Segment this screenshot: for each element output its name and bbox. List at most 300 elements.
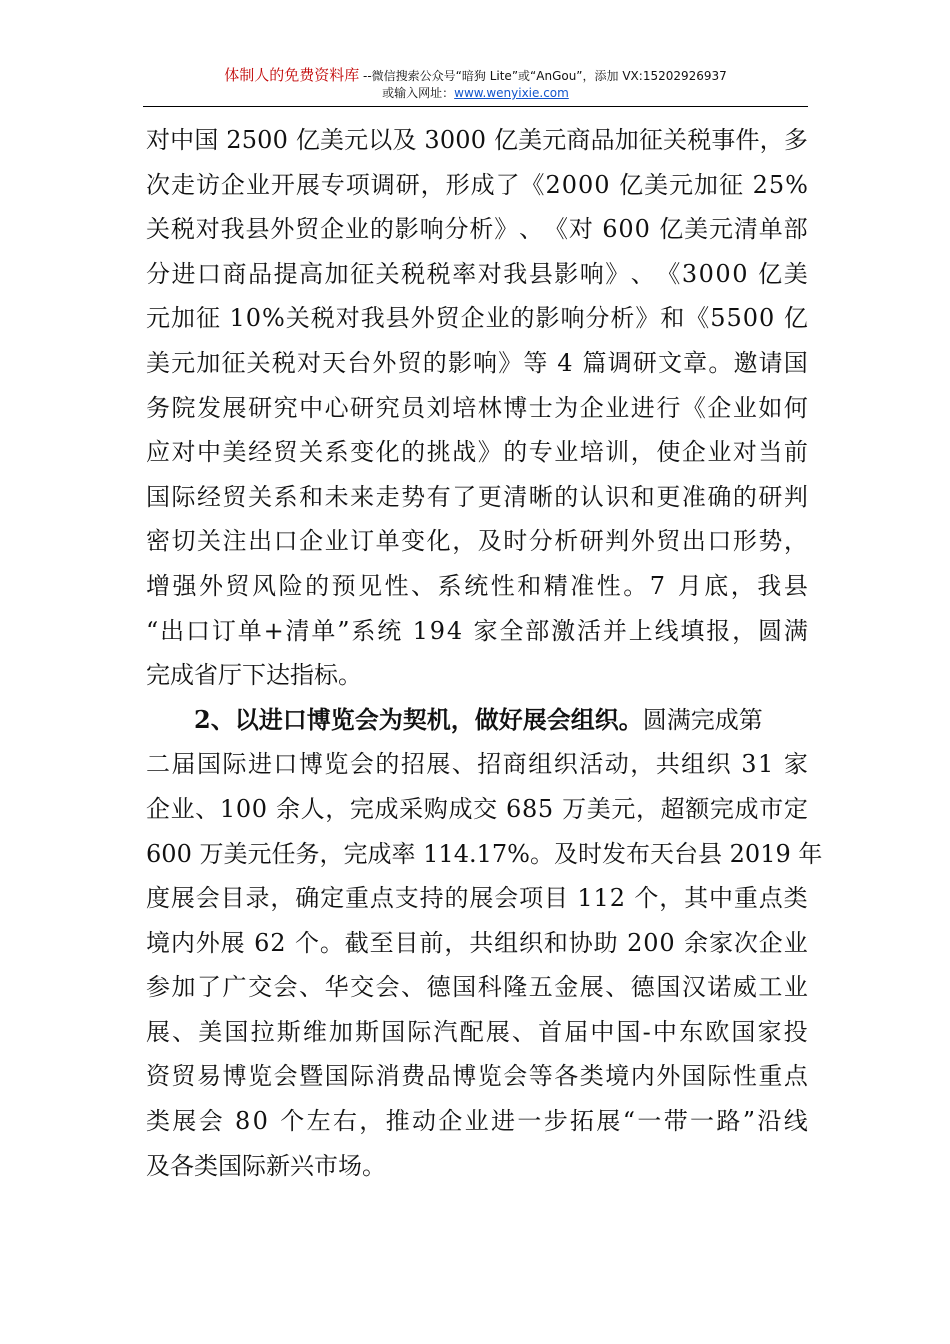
glyph: 分	[585, 304, 610, 333]
glyph: 台	[673, 839, 698, 868]
glyph: 员	[401, 393, 426, 422]
glyph: 关	[375, 259, 400, 288]
glyph: 预	[331, 571, 356, 600]
glyph: 会	[375, 973, 400, 1002]
glyph: ，	[783, 527, 808, 556]
glyph: 美	[518, 126, 543, 154]
header-brand: 体制人的免费资料库	[224, 66, 360, 84]
glyph: 际	[350, 1062, 375, 1091]
glyph: 专	[320, 170, 345, 199]
glyph: 关	[663, 126, 688, 154]
glyph: 交	[248, 973, 273, 1002]
glyph: 金	[554, 973, 579, 1002]
glyph: 成	[448, 794, 473, 823]
glyph: 析	[469, 215, 494, 244]
glyph: 企	[707, 393, 732, 422]
glyph: 德	[426, 973, 451, 1002]
glyph	[651, 207, 659, 252]
glyph: 内	[170, 928, 195, 957]
glyph: 切	[171, 527, 196, 556]
glyph: 5	[241, 126, 257, 154]
glyph: 0	[659, 928, 675, 957]
glyph: 。	[529, 839, 554, 868]
glyph: 亿	[295, 126, 320, 154]
glyph: 年	[798, 839, 823, 868]
glyph: 4	[446, 616, 463, 645]
glyph: 1	[412, 616, 428, 645]
glyph: 一	[637, 1107, 662, 1136]
glyph: 元	[344, 126, 369, 154]
glyph: 关	[285, 304, 310, 333]
glyph: 税	[271, 348, 296, 377]
glyph	[791, 832, 799, 877]
glyph	[775, 296, 783, 341]
text-line	[146, 252, 808, 297]
glyph: 7	[491, 839, 508, 868]
glyph: 和	[630, 482, 655, 511]
glyph: 1	[219, 794, 236, 823]
glyph: 的	[422, 348, 447, 377]
glyph: 分	[444, 215, 469, 244]
glyph: ，	[732, 616, 757, 645]
glyph: 出	[681, 527, 706, 556]
glyph: 未	[324, 482, 349, 511]
glyph: 元	[669, 170, 694, 199]
glyph: 口	[273, 750, 298, 779]
glyph: 密	[146, 527, 170, 556]
glyph: ”	[742, 1107, 755, 1136]
glyph: 心	[324, 393, 349, 422]
glyph: ，	[759, 126, 784, 154]
glyph: 共	[655, 750, 680, 779]
glyph: 企	[758, 928, 783, 957]
glyph: 完	[709, 794, 734, 823]
glyph: 目	[394, 928, 419, 957]
glyph: .	[468, 839, 477, 868]
text-line	[146, 163, 808, 208]
glyph: 业	[732, 393, 757, 422]
glyph: 开	[270, 170, 295, 199]
glyph: 的	[510, 304, 535, 333]
glyph: 8	[521, 794, 538, 823]
glyph	[775, 742, 783, 787]
glyph: 前	[783, 438, 808, 467]
glyph: 展	[146, 1017, 170, 1046]
glyph: 》	[635, 304, 660, 333]
glyph: 会	[273, 1062, 298, 1091]
glyph: 招	[400, 750, 425, 779]
text-line	[146, 564, 808, 609]
glyph: 挑	[426, 438, 451, 467]
glyph: 对	[195, 215, 220, 244]
glyph: 点	[369, 884, 394, 913]
glyph: 更	[477, 482, 502, 511]
glyph: 展	[295, 170, 320, 199]
glyph: 6	[602, 215, 618, 244]
glyph: 外	[410, 304, 435, 333]
glyph: 商	[222, 259, 247, 288]
glyph: 元	[247, 839, 272, 868]
glyph: 欧	[705, 1017, 730, 1046]
glyph: 右	[332, 1107, 357, 1136]
glyph: 培	[579, 438, 604, 467]
glyph	[246, 921, 254, 966]
glyph: 外	[372, 348, 397, 377]
glyph: 国	[196, 750, 221, 779]
glyph: 余	[275, 794, 300, 823]
glyph: 《	[681, 393, 706, 422]
glyph: 华	[324, 973, 349, 1002]
glyph: 订	[350, 527, 375, 556]
glyph: 万	[562, 794, 587, 823]
glyph: 的	[375, 750, 400, 779]
glyph: 出	[248, 527, 273, 556]
glyph: 企	[460, 304, 485, 333]
text-line	[146, 832, 823, 877]
glyph: 进	[630, 393, 655, 422]
glyph: 的	[305, 571, 330, 600]
glyph: 单	[311, 616, 336, 645]
glyph	[749, 252, 757, 297]
glyph: 等	[523, 348, 548, 377]
glyph: 企	[320, 215, 345, 244]
glyph	[218, 118, 226, 163]
glyph: 县	[385, 304, 410, 333]
glyph: 中	[590, 1017, 615, 1046]
glyph: 业	[783, 973, 808, 1002]
glyph: 东	[679, 1017, 704, 1046]
glyph: %	[262, 304, 285, 333]
glyph: 风	[252, 571, 277, 600]
glyph: ，	[452, 527, 477, 556]
glyph: 2	[545, 170, 561, 199]
glyph: 我	[757, 571, 782, 600]
glyph: 我	[503, 259, 528, 288]
glyph	[626, 876, 634, 921]
glyph: 高	[299, 259, 324, 288]
glyph: 成	[470, 170, 495, 199]
glyph: 美	[684, 215, 709, 244]
glyph: 完	[343, 839, 368, 868]
glyph: 外	[656, 1062, 681, 1091]
glyph: 发	[197, 393, 222, 422]
glyph: 。	[319, 928, 344, 957]
glyph: 业	[707, 438, 732, 467]
glyph: 影	[394, 215, 419, 244]
glyph: 支	[394, 884, 419, 913]
glyph	[403, 609, 411, 654]
glyph: 展	[170, 884, 195, 913]
glyph: 贸	[397, 348, 422, 377]
glyph: 关	[146, 215, 170, 244]
glyph: 美	[223, 839, 248, 868]
glyph: 单	[375, 527, 400, 556]
glyph: 势	[401, 482, 426, 511]
glyph: 税	[170, 215, 195, 244]
glyph: 形	[732, 527, 757, 556]
header-line-2	[143, 85, 808, 102]
glyph: ，	[325, 794, 350, 823]
glyph: ，	[659, 884, 684, 913]
glyph: 究	[375, 393, 400, 422]
glyph: 性	[490, 571, 515, 600]
glyph: 贸	[435, 304, 460, 333]
glyph: 口	[197, 259, 222, 288]
glyph: 德	[630, 973, 655, 1002]
glyph	[498, 787, 506, 832]
glyph: 广	[222, 973, 247, 1002]
glyph: 2	[627, 928, 643, 957]
glyph: 境	[605, 1062, 630, 1091]
glyph: 览	[324, 750, 349, 779]
paragraph-1	[146, 118, 808, 698]
glyph: 响	[419, 215, 444, 244]
glyph: 0	[235, 794, 252, 823]
glyph: 》	[498, 348, 523, 377]
glyph: 、	[605, 973, 630, 1002]
glyph: 重	[758, 1062, 783, 1091]
glyph: 投	[783, 1017, 808, 1046]
glyph: 率	[452, 259, 477, 288]
glyph: 税	[426, 259, 451, 288]
header-line-1	[143, 66, 808, 85]
glyph: 研	[395, 170, 420, 199]
glyph: 品	[590, 126, 615, 154]
glyph: 》	[477, 438, 502, 467]
header-url-prefix: 或输入网址：	[382, 86, 455, 100]
glyph	[268, 787, 276, 832]
glyph: 0	[715, 259, 731, 288]
glyph: 2	[270, 928, 286, 957]
glyph: “	[146, 616, 159, 645]
glyph	[415, 832, 423, 877]
glyph: 9	[429, 616, 446, 645]
glyph: 家	[473, 616, 498, 645]
glyph: 单	[237, 616, 262, 645]
glyph: 5	[537, 794, 554, 823]
glyph: 企	[579, 393, 604, 422]
glyph: +	[263, 616, 284, 645]
glyph: 对	[296, 348, 321, 377]
glyph: 5	[726, 304, 742, 333]
glyph	[676, 921, 684, 966]
glyph: 业	[345, 215, 369, 244]
glyph: 2	[609, 884, 625, 913]
glyph: 沿	[757, 1107, 782, 1136]
glyph: 为	[554, 393, 579, 422]
glyph: 定	[320, 884, 345, 913]
glyph: 采	[399, 794, 424, 823]
glyph: 关	[246, 348, 271, 377]
glyph: 汉	[681, 973, 706, 1002]
glyph: 会	[494, 884, 519, 913]
glyph: 目	[544, 884, 568, 913]
glyph: 外	[270, 215, 295, 244]
glyph: 订	[211, 616, 236, 645]
glyph: 清	[733, 215, 758, 244]
glyph: 征	[221, 348, 246, 377]
glyph: 出	[160, 616, 185, 645]
glyph: 精	[543, 571, 568, 600]
glyph: 万	[199, 839, 224, 868]
glyph: 贸	[171, 1062, 196, 1091]
glyph: ，	[635, 794, 660, 823]
glyph: 贸	[656, 527, 681, 556]
glyph: 。	[708, 348, 733, 377]
glyph: 我	[220, 215, 245, 244]
glyph: 台	[347, 348, 372, 377]
glyph: 布	[625, 839, 650, 868]
glyph: 加	[171, 973, 196, 1002]
text-line	[146, 787, 808, 832]
glyph: 境	[146, 928, 170, 957]
glyph: 0	[578, 170, 594, 199]
text-line	[146, 1144, 808, 1189]
glyph: 、	[401, 973, 426, 1002]
glyph: 点	[758, 884, 783, 913]
glyph: -	[642, 1017, 651, 1046]
glyph: 0	[272, 126, 288, 154]
text-line	[146, 475, 808, 520]
text-line	[146, 742, 808, 787]
glyph: 4	[453, 839, 469, 868]
glyph: 对	[477, 259, 502, 288]
glyph: 览	[248, 1062, 273, 1091]
glyph: 统	[464, 571, 489, 600]
glyph: 加	[324, 259, 349, 288]
glyph: 单	[758, 215, 783, 244]
glyph: 激	[551, 616, 576, 645]
glyph: 业	[245, 170, 270, 199]
glyph: 步	[543, 1107, 568, 1136]
glyph: 研	[248, 393, 273, 422]
glyph: 、	[195, 794, 220, 823]
glyph: 析	[554, 527, 579, 556]
glyph: 时	[577, 839, 602, 868]
glyph: 系	[351, 616, 376, 645]
glyph: 究	[273, 393, 298, 422]
glyph: 认	[579, 482, 604, 511]
glyph: 加	[328, 1017, 353, 1046]
glyph: 国	[224, 1017, 249, 1046]
glyph: 增	[146, 571, 170, 600]
glyph	[668, 564, 676, 609]
glyph: 关	[299, 438, 324, 467]
glyph: 美	[319, 126, 344, 154]
glyph: 暨	[299, 1062, 324, 1091]
glyph: 完	[349, 794, 374, 823]
glyph	[619, 921, 627, 966]
glyph: 1	[476, 839, 492, 868]
glyph: 6	[254, 928, 270, 957]
glyph: 清	[285, 616, 310, 645]
glyph: 研	[758, 482, 783, 511]
glyph: 展	[485, 1017, 510, 1046]
glyph: 共	[469, 928, 494, 957]
glyph: 织	[518, 928, 543, 957]
glyph: 美	[644, 170, 669, 199]
text-line	[146, 296, 808, 341]
glyph: 了	[452, 482, 477, 511]
glyph: 品	[248, 259, 273, 288]
glyph: 专	[528, 438, 553, 467]
glyph: 贸	[295, 215, 320, 244]
glyph: 美	[586, 794, 611, 823]
glyph: 5	[768, 170, 785, 199]
glyph: 线	[783, 1107, 808, 1136]
glyph: 一	[690, 1107, 715, 1136]
glyph: 际	[171, 482, 196, 511]
glyph	[286, 921, 294, 966]
glyph: 业	[485, 304, 510, 333]
glyph: 准	[681, 482, 706, 511]
glyph: 动	[411, 1107, 436, 1136]
glyph: 展	[579, 973, 604, 1002]
glyph: 使	[656, 438, 681, 467]
glyph: 2	[752, 170, 768, 199]
glyph: 进	[247, 750, 272, 779]
glyph: 届	[171, 750, 196, 779]
glyph: 响	[473, 348, 498, 377]
glyph: 件	[735, 126, 760, 154]
glyph: 研	[579, 527, 604, 556]
glyph: 士	[528, 393, 553, 422]
glyph: 判	[605, 527, 630, 556]
page-header	[143, 66, 808, 108]
glyph: 9	[775, 839, 791, 868]
glyph: 亿	[783, 304, 808, 333]
glyph: 次	[733, 928, 758, 957]
header-info: --微信搜索公众号“暗狗 Lite”或“AnGou”，添加 VX:15202926937	[359, 69, 727, 83]
glyph: 点	[783, 1062, 808, 1091]
header-divider	[143, 106, 808, 107]
glyph: 县	[783, 571, 808, 600]
glyph: 晰	[528, 482, 553, 511]
glyph: 业	[170, 794, 195, 823]
glyph: 个	[280, 1107, 305, 1136]
text-line	[146, 519, 808, 564]
glyph: 满	[783, 616, 808, 645]
glyph: 斯	[355, 1017, 380, 1046]
text-line	[146, 1099, 808, 1144]
glyph: 0	[759, 304, 775, 333]
glyph: 亿	[493, 126, 518, 154]
glyph: 率	[391, 839, 416, 868]
glyph: 1	[758, 750, 774, 779]
glyph: ，	[420, 170, 445, 199]
glyph: 额	[685, 794, 710, 823]
glyph	[225, 1099, 233, 1144]
glyph: 险	[278, 571, 303, 600]
glyph: 家	[783, 750, 808, 779]
glyph: 县	[528, 259, 553, 288]
glyph: 截	[344, 928, 369, 957]
glyph: 加	[196, 348, 221, 377]
glyph: 诺	[707, 973, 732, 1002]
glyph: 维	[302, 1017, 327, 1046]
glyph: 更	[656, 482, 681, 511]
glyph: 推	[385, 1107, 410, 1136]
glyph: 统	[377, 616, 402, 645]
glyph: 的	[369, 215, 394, 244]
glyph: 招	[477, 750, 502, 779]
glyph: 企	[299, 527, 324, 556]
glyph: 征	[638, 126, 663, 154]
glyph: 重	[733, 884, 758, 913]
glyph: 和	[660, 304, 685, 333]
glyph: 7	[649, 571, 666, 600]
header-url-link[interactable]: www.wenyixie.com	[454, 86, 569, 100]
